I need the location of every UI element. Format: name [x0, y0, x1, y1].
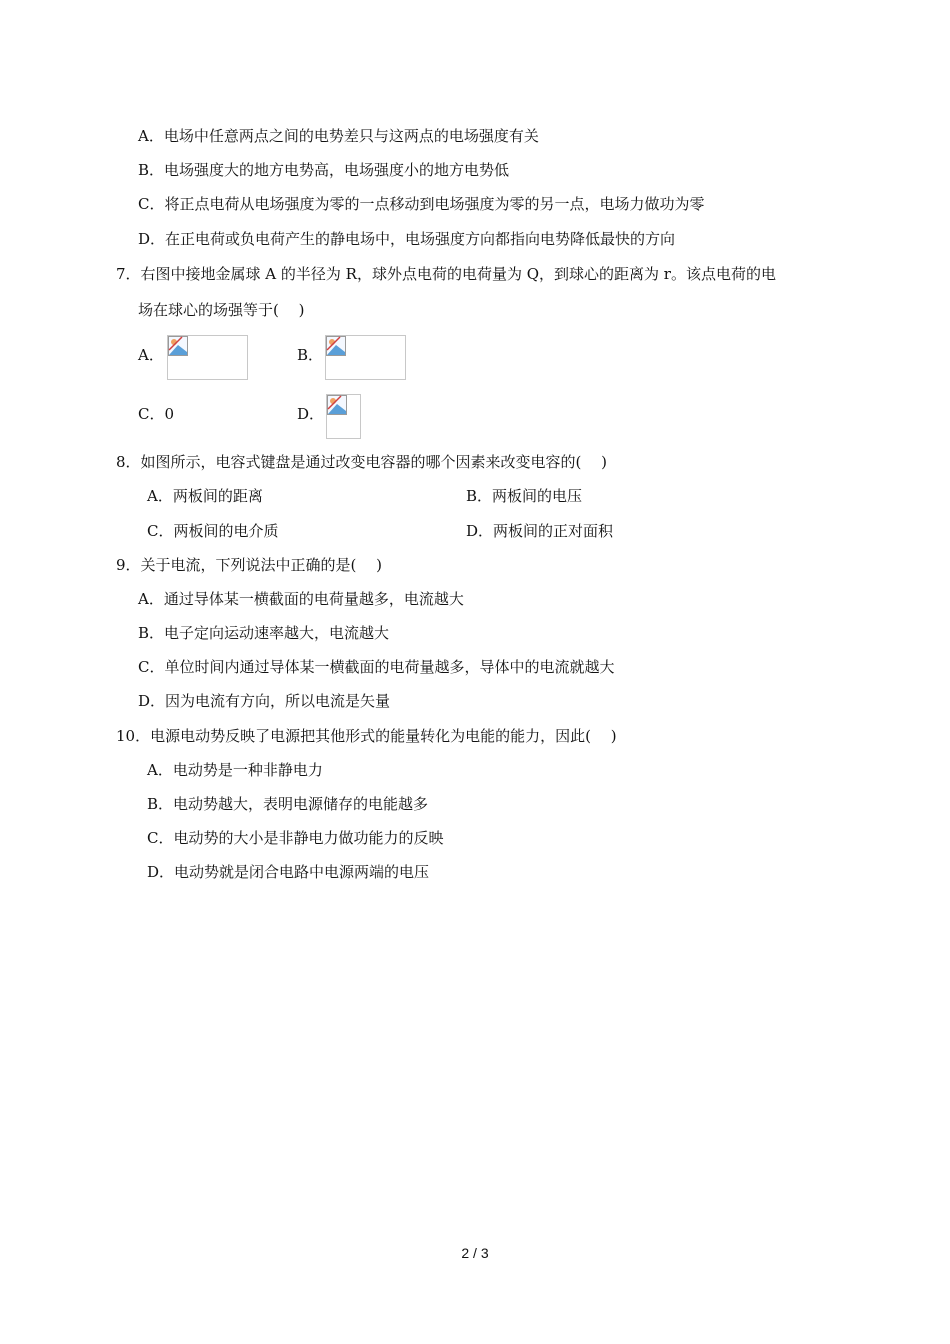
q10-stem: 10．电源电动势反映了电源把其他形式的能量转化为电能的能力，因此( ) — [116, 727, 617, 745]
q10-option-b: B．电动势越大，表明电源储存的电能越多 — [147, 795, 429, 813]
q9-stem: 9．关于电流，下列说法中正确的是( ) — [116, 556, 383, 574]
q6-option-b: B．电场强度大的地方电势高，电场强度小的地方电势低 — [138, 161, 510, 179]
broken-image-icon — [327, 395, 347, 415]
q7-option-a-label: A． — [138, 346, 164, 364]
q7-option-c: C．0 — [138, 405, 175, 423]
q6-option-d: D．在正电荷或负电荷产生的静电场中，电场强度方向都指向电势降低最快的方向 — [138, 230, 676, 248]
q7-option-d-label: D． — [297, 405, 325, 423]
page-number: 2 / 3 — [461, 1245, 489, 1261]
q8-option-c: C．两板间的电介质 — [147, 522, 279, 540]
q7-option-a-image — [167, 335, 248, 380]
broken-image-icon — [326, 336, 346, 356]
q6-option-a: A．电场中任意两点之间的电势差只与这两点的电场强度有关 — [138, 127, 539, 145]
broken-image-icon — [168, 336, 188, 356]
q10-option-d: D．电动势就是闭合电路中电源两端的电压 — [147, 863, 430, 881]
q10-option-a: A．电动势是一种非静电力 — [147, 761, 323, 779]
q7-option-b-image — [325, 335, 406, 380]
q9-option-a: A．通过导体某一横截面的电荷量越多，电流越大 — [138, 590, 464, 608]
q7-option-b-label: B． — [297, 346, 324, 364]
q6-option-c: C．将正点电荷从电场强度为零的一点移动到电场强度为零的另一点，电场力做功为零 — [138, 195, 705, 213]
q8-option-b: B．两板间的电压 — [466, 487, 583, 505]
q7-stem-line1: 7．右图中接地金属球 A 的半径为 R，球外点电荷的电荷量为 Q，到球心的距离为 r。该点电荷的电 — [116, 265, 776, 283]
q10-option-c: C．电动势的大小是非静电力做功能力的反映 — [147, 829, 444, 847]
q8-option-a: A．两板间的距离 — [147, 487, 263, 505]
q9-option-c: C．单位时间内通过导体某一横截面的电荷量越多，导体中的电流就越大 — [138, 658, 615, 676]
q9-option-d: D．因为电流有方向，所以电流是矢量 — [138, 692, 391, 710]
q8-stem: 8．如图所示，电容式键盘是通过改变电容器的哪个因素来改变电容的( ) — [116, 453, 608, 471]
q8-option-d: D．两板间的正对面积 — [466, 522, 614, 540]
q7-stem-line2: 场在球心的场强等于( ) — [138, 301, 305, 319]
q9-option-b: B．电子定向运动速率越大，电流越大 — [138, 624, 390, 642]
q7-option-d-image — [326, 394, 361, 439]
